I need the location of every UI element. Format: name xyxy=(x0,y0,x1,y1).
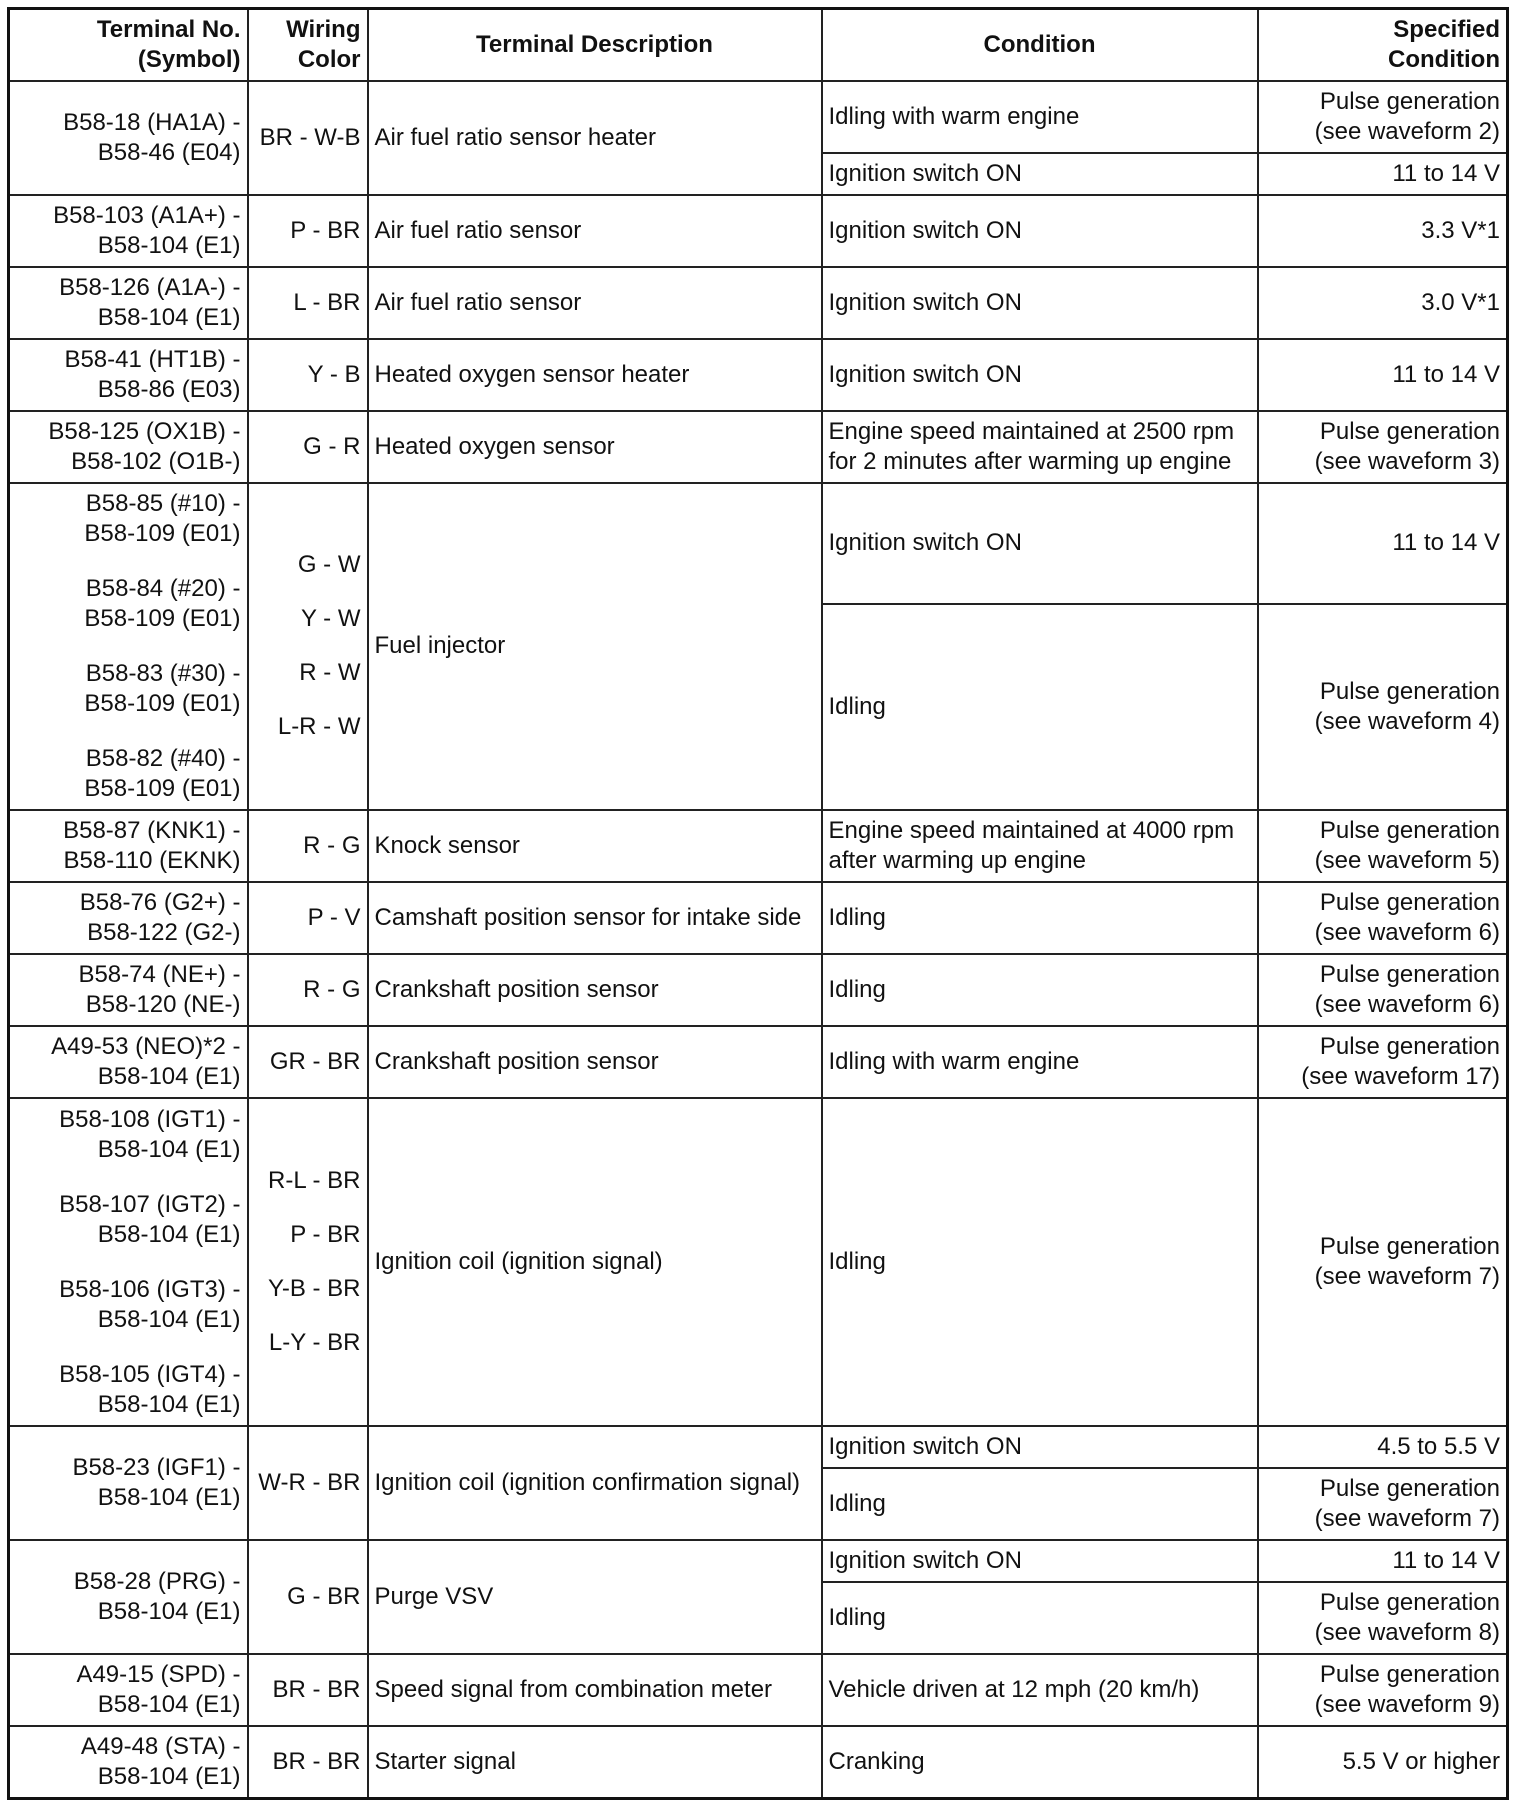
table-row xyxy=(9,954,1508,1026)
condition-cell xyxy=(822,153,1258,195)
specified-condition-line: 5.5 V or higher xyxy=(1342,1748,1500,1776)
specified-condition-cell xyxy=(1258,1098,1508,1426)
terminal-cell xyxy=(9,195,248,267)
wiring-color-line: P - BR xyxy=(290,1221,361,1249)
terminal-line: A49-53 (NEO)*2 - xyxy=(51,1032,241,1060)
header-row xyxy=(9,9,1508,81)
table-row xyxy=(9,195,1508,267)
condition-line: Idling xyxy=(828,692,886,720)
terminal-line: A49-15 (SPD) - xyxy=(76,1661,241,1689)
terminal-line: B58-82 (#40) - xyxy=(85,744,241,772)
wiring-color-cell xyxy=(248,483,368,810)
terminal-line: B58-104 (E1) xyxy=(97,1135,241,1163)
table-row xyxy=(9,1540,1508,1582)
terminal-line: B58-104 (E1) xyxy=(97,231,241,259)
condition-cell xyxy=(822,1582,1258,1654)
wiring-color-cell: P - V xyxy=(248,882,368,954)
terminal-gap xyxy=(16,634,241,659)
terminal-description-cell: Air fuel ratio sensor xyxy=(368,195,822,267)
wiring-color-line: L-R - W xyxy=(277,713,361,741)
terminal-line: B58-103 (A1A+) - xyxy=(53,201,241,229)
header-terminal-line: (Symbol) xyxy=(137,45,241,73)
wiring-color-cell: L - BR xyxy=(248,267,368,339)
specified-condition-cell xyxy=(1258,1468,1508,1540)
specified-condition-line: 4.5 to 5.5 V xyxy=(1377,1433,1500,1461)
terminal-line: B58-23 (IGF1) - xyxy=(72,1454,241,1482)
terminal-description-cell: Heated oxygen sensor xyxy=(368,411,822,483)
condition-cell xyxy=(822,195,1258,267)
condition-line: Engine speed maintained at 4000 rpm xyxy=(828,816,1235,844)
condition-line: Ignition switch ON xyxy=(828,216,1022,244)
terminal-line: B58-76 (G2+) - xyxy=(79,888,241,916)
wiring-color-cell: BR - W-B xyxy=(248,81,368,195)
condition-cell xyxy=(822,267,1258,339)
specified-condition-line: Pulse generation xyxy=(1319,816,1500,844)
terminal-gap xyxy=(16,549,241,574)
condition-cell xyxy=(822,604,1258,810)
specified-condition-line: (see waveform 3) xyxy=(1314,447,1500,475)
condition-cell xyxy=(822,1654,1258,1726)
condition-line: Idling with warm engine xyxy=(828,102,1080,130)
specified-condition-cell xyxy=(1258,411,1508,483)
terminal-line: B58-85 (#10) - xyxy=(85,489,241,517)
condition-line: Vehicle driven at 12 mph (20 km/h) xyxy=(828,1676,1200,1704)
specified-condition-line: Pulse generation xyxy=(1319,677,1500,705)
specified-condition-cell xyxy=(1258,604,1508,810)
table-row xyxy=(9,1726,1508,1798)
table-row xyxy=(9,411,1508,483)
terminal-cell xyxy=(9,267,248,339)
specified-condition-line: 3.0 V*1 xyxy=(1421,288,1500,316)
specified-condition-cell xyxy=(1258,810,1508,882)
condition-cell xyxy=(822,483,1258,604)
terminal-line: B58-83 (#30) - xyxy=(85,659,241,687)
header-specified-line: Condition xyxy=(1388,45,1500,73)
wiring-color-cell: R - G xyxy=(248,810,368,882)
terminal-line: B58-104 (E1) xyxy=(97,1598,241,1626)
terminal-description-cell: Air fuel ratio sensor xyxy=(368,267,822,339)
wiring-color-line: R-L - BR xyxy=(268,1167,361,1195)
terminal-cell xyxy=(9,81,248,195)
terminal-description-cell: Knock sensor xyxy=(368,810,822,882)
table-row xyxy=(9,81,1508,153)
wiring-color-cell: GR - BR xyxy=(248,1026,368,1098)
terminal-line: B58-125 (OX1B) - xyxy=(48,417,241,445)
terminal-cell xyxy=(9,810,248,882)
specified-condition-cell xyxy=(1258,1540,1508,1582)
specified-condition-line: 11 to 14 V xyxy=(1392,529,1500,557)
specified-condition-cell xyxy=(1258,1582,1508,1654)
condition-cell xyxy=(822,1426,1258,1468)
terminal-line: B58-120 (NE-) xyxy=(85,990,241,1018)
specified-condition-line: Pulse generation xyxy=(1319,1032,1500,1060)
terminal-line: B58-41 (HT1B) - xyxy=(64,345,241,373)
header-condition: Condition xyxy=(822,9,1258,81)
specified-condition-line: (see waveform 9) xyxy=(1314,1691,1500,1719)
condition-line: Ignition switch ON xyxy=(828,1433,1022,1461)
wiring-color-cell: BR - BR xyxy=(248,1654,368,1726)
table-row xyxy=(9,339,1508,411)
specified-condition-line: (see waveform 2) xyxy=(1314,117,1500,145)
specified-condition-line: (see waveform 5) xyxy=(1314,846,1500,874)
specified-condition-cell xyxy=(1258,483,1508,604)
terminal-line: B58-74 (NE+) - xyxy=(78,960,241,988)
specified-condition-cell xyxy=(1258,882,1508,954)
table-row xyxy=(9,1026,1508,1098)
terminal-gap xyxy=(16,1165,241,1190)
specified-condition-cell xyxy=(1258,195,1508,267)
table-row xyxy=(9,1654,1508,1726)
header-wiring-color xyxy=(248,9,368,81)
specified-condition-cell xyxy=(1258,81,1508,153)
header-specified-condition xyxy=(1258,9,1508,81)
header-terminal-description: Terminal Description xyxy=(368,9,822,81)
condition-cell xyxy=(822,1726,1258,1798)
specified-condition-line: (see waveform 6) xyxy=(1314,918,1500,946)
specified-condition-line: Pulse generation xyxy=(1319,1589,1500,1617)
specified-condition-line: 11 to 14 V xyxy=(1392,360,1500,388)
terminal-description-cell: Purge VSV xyxy=(368,1540,822,1654)
condition-cell xyxy=(822,954,1258,1026)
condition-line: Idling xyxy=(828,1248,886,1276)
terminal-cell xyxy=(9,1426,248,1540)
wiring-color-cell: R - G xyxy=(248,954,368,1026)
specified-condition-line: (see waveform 7) xyxy=(1314,1505,1500,1533)
terminal-line: B58-107 (IGT2) - xyxy=(59,1190,241,1218)
terminal-line: B58-104 (E1) xyxy=(97,1305,241,1333)
terminal-line: B58-102 (O1B-) xyxy=(71,447,241,475)
condition-line: for 2 minutes after warming up engine xyxy=(828,447,1232,475)
condition-line: Cranking xyxy=(828,1748,925,1776)
terminal-description-cell: Fuel injector xyxy=(368,483,822,810)
terminal-description-cell: Crankshaft position sensor xyxy=(368,954,822,1026)
terminal-cell xyxy=(9,882,248,954)
specified-condition-line: Pulse generation xyxy=(1319,87,1500,115)
condition-line: Idling xyxy=(828,1604,886,1632)
table-row xyxy=(9,1098,1508,1426)
terminal-cell xyxy=(9,1654,248,1726)
terminal-gap xyxy=(16,1250,241,1275)
terminal-line: B58-104 (E1) xyxy=(97,1691,241,1719)
condition-line: Idling with warm engine xyxy=(828,1047,1080,1075)
condition-line: Ignition switch ON xyxy=(828,288,1022,316)
wiring-color-cell: BR - BR xyxy=(248,1726,368,1798)
terminal-table-page xyxy=(7,7,1506,1800)
table-row xyxy=(9,483,1508,604)
terminal-description-cell: Ignition coil (ignition confirmation signal) xyxy=(368,1426,822,1540)
terminal-line: B58-104 (E1) xyxy=(97,1220,241,1248)
wiring-color-cell: Y - B xyxy=(248,339,368,411)
specified-condition-cell xyxy=(1258,267,1508,339)
specified-condition-line: Pulse generation xyxy=(1319,888,1500,916)
specified-condition-line: (see waveform 7) xyxy=(1314,1263,1500,1291)
terminal-line: B58-122 (G2-) xyxy=(87,918,241,946)
terminal-line: B58-109 (E01) xyxy=(84,689,241,717)
terminal-line: B58-87 (KNK1) - xyxy=(63,816,241,844)
terminal-line: B58-46 (E04) xyxy=(97,138,241,166)
terminal-line: A49-48 (STA) - xyxy=(80,1733,241,1761)
condition-cell xyxy=(822,1098,1258,1426)
header-terminal xyxy=(9,9,248,81)
table-row xyxy=(9,882,1508,954)
specified-condition-cell xyxy=(1258,1726,1508,1798)
wiring-color-line: Y-B - BR xyxy=(268,1275,361,1303)
condition-line: Engine speed maintained at 2500 rpm xyxy=(828,417,1235,445)
terminal-line: B58-126 (A1A-) - xyxy=(59,273,241,301)
terminal-description-cell: Air fuel ratio sensor heater xyxy=(368,81,822,195)
condition-cell xyxy=(822,1468,1258,1540)
terminal-line: B58-104 (E1) xyxy=(97,1390,241,1418)
wiring-color-line: R - W xyxy=(299,659,361,687)
table-row xyxy=(9,1426,1508,1468)
specified-condition-line: Pulse generation xyxy=(1319,1661,1500,1689)
wiring-color-cell: W-R - BR xyxy=(248,1426,368,1540)
terminal-cell xyxy=(9,1098,248,1426)
terminal-cell xyxy=(9,483,248,810)
terminal-line: B58-18 (HA1A) - xyxy=(63,108,241,136)
terminal-description-cell: Starter signal xyxy=(368,1726,822,1798)
wiring-color-cell: P - BR xyxy=(248,195,368,267)
terminal-description-cell: Ignition coil (ignition signal) xyxy=(368,1098,822,1426)
condition-line: Idling xyxy=(828,975,886,1003)
condition-line: after warming up engine xyxy=(828,846,1086,874)
terminal-cell xyxy=(9,339,248,411)
specified-condition-line: Pulse generation xyxy=(1319,1233,1500,1261)
terminal-line: B58-104 (E1) xyxy=(97,1484,241,1512)
specified-condition-line: (see waveform 8) xyxy=(1314,1619,1500,1647)
condition-line: Idling xyxy=(828,1490,886,1518)
terminal-cell xyxy=(9,411,248,483)
terminal-line: B58-86 (E03) xyxy=(97,375,241,403)
specified-condition-line: 3.3 V*1 xyxy=(1421,216,1500,244)
terminal-cell xyxy=(9,954,248,1026)
table-body xyxy=(9,81,1508,1799)
terminal-line: B58-104 (E1) xyxy=(97,1763,241,1791)
wiring-color-cell: G - R xyxy=(248,411,368,483)
specified-condition-line: Pulse generation xyxy=(1319,1475,1500,1503)
header-wiring-line: Wiring xyxy=(286,15,361,43)
terminal-description-cell: Heated oxygen sensor heater xyxy=(368,339,822,411)
specified-condition-line: Pulse generation xyxy=(1319,417,1500,445)
specified-condition-cell xyxy=(1258,1026,1508,1098)
condition-line: Ignition switch ON xyxy=(828,529,1022,557)
specified-condition-line: 11 to 14 V xyxy=(1392,1547,1500,1575)
condition-line: Ignition switch ON xyxy=(828,1547,1022,1575)
condition-line: Ignition switch ON xyxy=(828,360,1022,388)
specified-condition-line: (see waveform 17) xyxy=(1301,1062,1500,1090)
terminal-line: B58-110 (EKNK) xyxy=(63,846,241,874)
specified-condition-line: (see waveform 4) xyxy=(1314,707,1500,735)
terminal-table xyxy=(7,7,1509,1800)
condition-line: Ignition switch ON xyxy=(828,159,1022,187)
terminal-line: B58-109 (E01) xyxy=(84,519,241,547)
condition-cell xyxy=(822,882,1258,954)
condition-line: Idling xyxy=(828,903,886,931)
terminal-line: B58-28 (PRG) - xyxy=(73,1568,241,1596)
condition-cell xyxy=(822,411,1258,483)
specified-condition-line: 11 to 14 V xyxy=(1392,159,1500,187)
terminal-cell xyxy=(9,1540,248,1654)
specified-condition-cell xyxy=(1258,339,1508,411)
terminal-line: B58-105 (IGT4) - xyxy=(59,1360,241,1388)
specified-condition-cell xyxy=(1258,1426,1508,1468)
table-row xyxy=(9,267,1508,339)
wiring-color-cell: G - BR xyxy=(248,1540,368,1654)
header-specified-line: Specified xyxy=(1393,15,1500,43)
condition-cell xyxy=(822,1540,1258,1582)
header-terminal-line: Terminal No. xyxy=(96,15,241,43)
condition-cell xyxy=(822,81,1258,153)
terminal-description-cell: Camshaft position sensor for intake side xyxy=(368,882,822,954)
terminal-gap xyxy=(16,719,241,744)
specified-condition-line: (see waveform 6) xyxy=(1314,990,1500,1018)
condition-cell xyxy=(822,1026,1258,1098)
terminal-line: B58-109 (E01) xyxy=(84,774,241,802)
terminal-line: B58-104 (E1) xyxy=(97,1062,241,1090)
terminal-line: B58-109 (E01) xyxy=(84,604,241,632)
wiring-color-line: G - W xyxy=(297,551,361,579)
table-row xyxy=(9,810,1508,882)
specified-condition-line: Pulse generation xyxy=(1319,960,1500,988)
wiring-color-line: L-Y - BR xyxy=(268,1329,361,1357)
condition-cell xyxy=(822,339,1258,411)
terminal-description-cell: Crankshaft position sensor xyxy=(368,1026,822,1098)
specified-condition-cell xyxy=(1258,1654,1508,1726)
header-wiring-line: Color xyxy=(297,45,361,73)
wiring-color-line: Y - W xyxy=(300,605,361,633)
terminal-description-cell: Speed signal from combination meter xyxy=(368,1654,822,1726)
terminal-cell xyxy=(9,1026,248,1098)
terminal-line: B58-106 (IGT3) - xyxy=(59,1275,241,1303)
specified-condition-cell xyxy=(1258,954,1508,1026)
terminal-line: B58-104 (E1) xyxy=(97,303,241,331)
condition-cell xyxy=(822,810,1258,882)
terminal-cell xyxy=(9,1726,248,1798)
terminal-line: B58-84 (#20) - xyxy=(85,574,241,602)
terminal-line: B58-108 (IGT1) - xyxy=(59,1105,241,1133)
terminal-gap xyxy=(16,1335,241,1360)
wiring-color-cell xyxy=(248,1098,368,1426)
specified-condition-cell xyxy=(1258,153,1508,195)
